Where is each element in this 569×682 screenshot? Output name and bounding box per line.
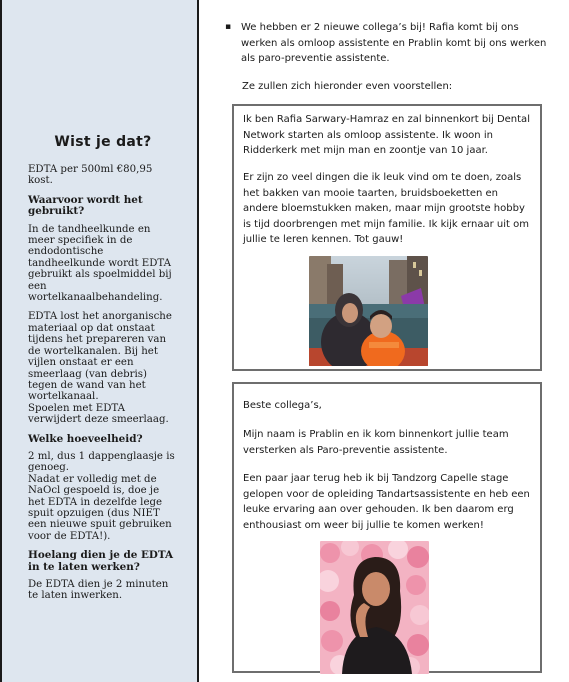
question-amount: Welke hoeveelheid? <box>28 432 143 445</box>
answer-amount-detail: Nadat er volledig met de NaOcl gespoeld is, doe je het EDTA in dezelfde lege spuit opzuigen (dus NIET een nieuwe spuit gebruiken voor de EDTA!). <box>28 473 172 542</box>
announcement-text: We hebben er 2 nieuwe collega’s bij! Rafia komt bij ons werken als omloop assistente en Prablin komt bij ons werken als paro-preventie assistente. <box>241 22 547 64</box>
question-duration: Hoelang dien je de EDTA in te laten werken? <box>28 549 174 573</box>
prablin-intro-p1: Mijn naam is Prablin en ik kom binnenkort jullie team versterken als Paro-preventie assistente. <box>243 429 509 456</box>
rafia-intro-p1: Ik ben Rafia Sarwary-Hamraz en zal binnenkort bij Dental Network starten als omloop assistente. Ik woon in Ridderkerk met mijn man en zoontje van 10 jaar. <box>243 114 530 156</box>
rafia-photo <box>309 256 428 366</box>
prablin-photo <box>320 541 429 674</box>
announcement-bullet <box>225 20 555 67</box>
price-text: EDTA per 500ml €80,95 kost. <box>28 164 153 187</box>
prablin-intro-card <box>232 382 542 673</box>
prablin-greeting-wrap <box>243 398 533 414</box>
answer-amount: 2 ml, dus 1 dappenglaasje is genoeg. <box>28 450 175 474</box>
prablin-intro-p1-wrap <box>243 427 533 458</box>
sidebar-title: Wist je dat? <box>54 134 152 150</box>
sidebar-content <box>28 134 178 610</box>
answer-usage-detail: EDTA lost het anorganische materiaal op dat onstaat tijdens het prepareren van de wortelkanalen. Bij het vijlen onstaat er een smeerlaag (van debris) tegen de wand van het wortelkanaal. <box>28 311 172 403</box>
prablin-intro-p2-wrap <box>243 471 533 533</box>
intro-text: Ze zullen zich hieronder even voorstellen: <box>242 81 453 92</box>
prablin-greeting: Beste collega’s, <box>243 400 322 411</box>
info-sidebar <box>0 0 199 682</box>
rafia-intro-p2: Er zijn zo veel dingen die ik leuk vind om te doen, zoals het bakken van mooie taarten, bruidsboeketten en andere bloemstukken maken, maar mijn grootste hobby is tijd doorbrengen met mijn familie. Ik kijk ernaar uit om jullie te leren kennen. Tot gauw! <box>243 172 529 245</box>
rafia-intro-p2-wrap <box>243 170 533 248</box>
rafia-intro-p1-wrap <box>243 112 533 159</box>
answer-duration: De EDTA dien je 2 minuten te laten inwerken. <box>28 579 169 602</box>
main-column <box>199 0 569 682</box>
rafia-intro-card <box>232 104 542 371</box>
question-usage: Waarvoor wordt het gebruikt? <box>28 193 143 218</box>
answer-usage: In de tandheelkunde en meer specifiek in de endodontische tandheelkunde wordt EDTA gebruikt als spoelmiddel bij een wortelkanaalbehandeling. <box>28 223 172 304</box>
prablin-intro-p2: Een paar jaar terug heb ik bij Tandzorg Capelle stage gelopen voor de opleiding Tandartsassistente en heb een leuke ervaring aan over gehouden. Ik ben daarom erg enthousiast om weer bij jullie te komen werken! <box>243 473 530 531</box>
answer-usage-rinse: Spoelen met EDTA verwijdert deze smeerlaag. <box>28 402 169 426</box>
bullet-icon: ▪ <box>225 22 232 32</box>
